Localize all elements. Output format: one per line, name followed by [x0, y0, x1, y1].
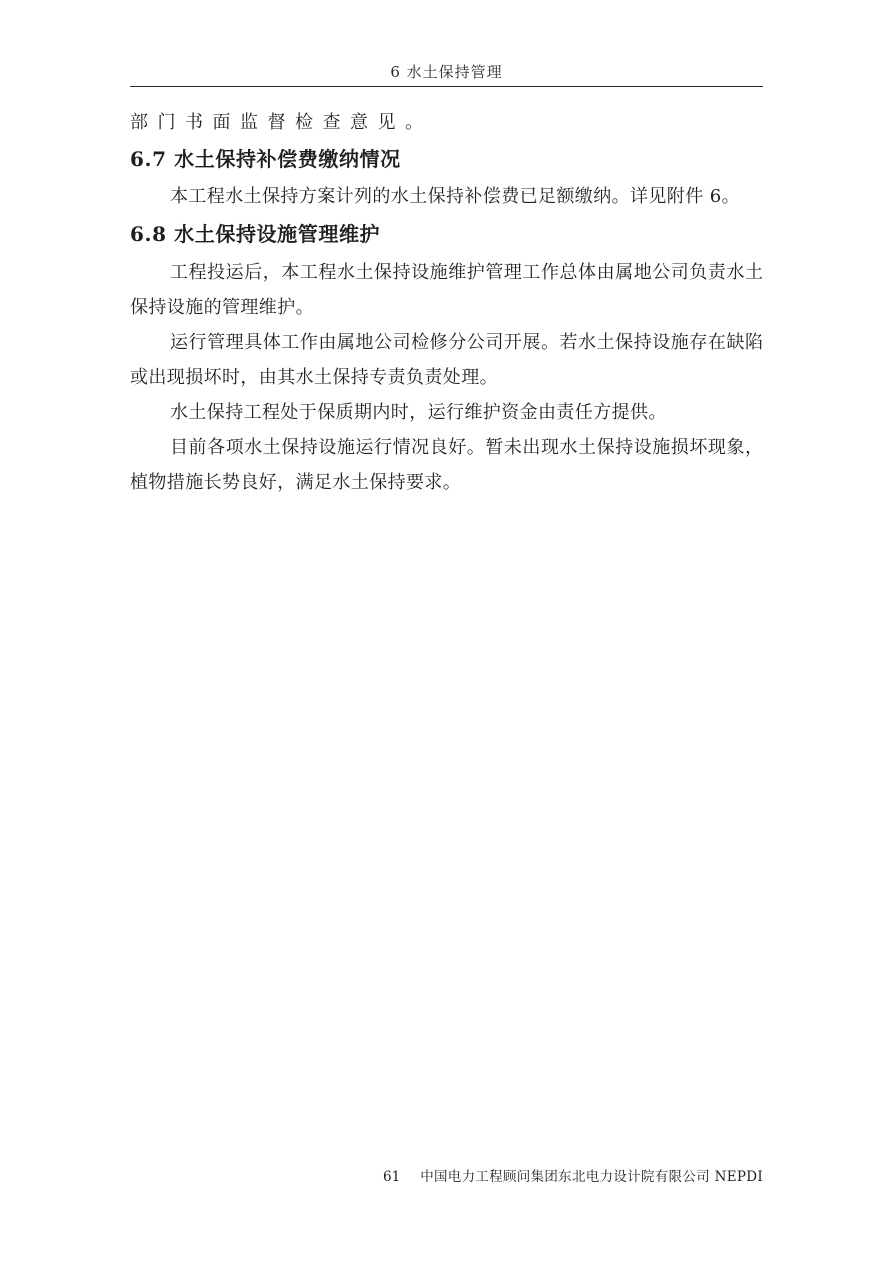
paragraph-line: 运行管理具体工作由属地公司检修分公司开展。若水土保持设施存在缺陷: [170, 332, 763, 353]
page-header-title: 6 水土保持管理: [130, 62, 763, 87]
paragraph-line: 保持设施的管理维护。: [130, 297, 314, 318]
paragraph: [130, 325, 763, 395]
paragraph: [130, 255, 763, 325]
paragraph: [130, 105, 763, 140]
paragraph-line: 本工程水土保持方案计列的水土保持补偿费已足额缴纳。详见附件 6。: [170, 186, 740, 207]
section-heading: 6.8 水土保持设施管理维护: [130, 222, 381, 246]
document-body: [130, 105, 763, 500]
footer-page-number: 61: [383, 1169, 401, 1185]
paragraph: [130, 179, 763, 214]
paragraph-line: 植物措施长势良好，满足水土保持要求。: [130, 472, 462, 493]
paragraph-line: 水土保持工程处于保质期内时，运行维护资金由责任方提供。: [170, 402, 667, 423]
paragraph: [130, 430, 763, 500]
paragraph: [130, 395, 763, 430]
footer-company-name: 中国电力工程顾问集团东北电力设计院有限公司 NEPDI: [420, 1169, 763, 1185]
paragraph-line: 工程投运后，本工程水土保持设施维护管理工作总体由属地公司负责水土: [170, 262, 763, 283]
paragraph-line: 或出现损坏时，由其水土保持专责负责处理。: [130, 367, 498, 388]
section-heading: 6.7 水土保持补偿费缴纳情况: [130, 147, 401, 171]
paragraph-line: 部门书面监督检查意见。: [130, 112, 433, 133]
paragraph-line: 目前各项水土保持设施运行情况良好。暂未出现水土保持设施损坏现象，: [170, 437, 763, 458]
